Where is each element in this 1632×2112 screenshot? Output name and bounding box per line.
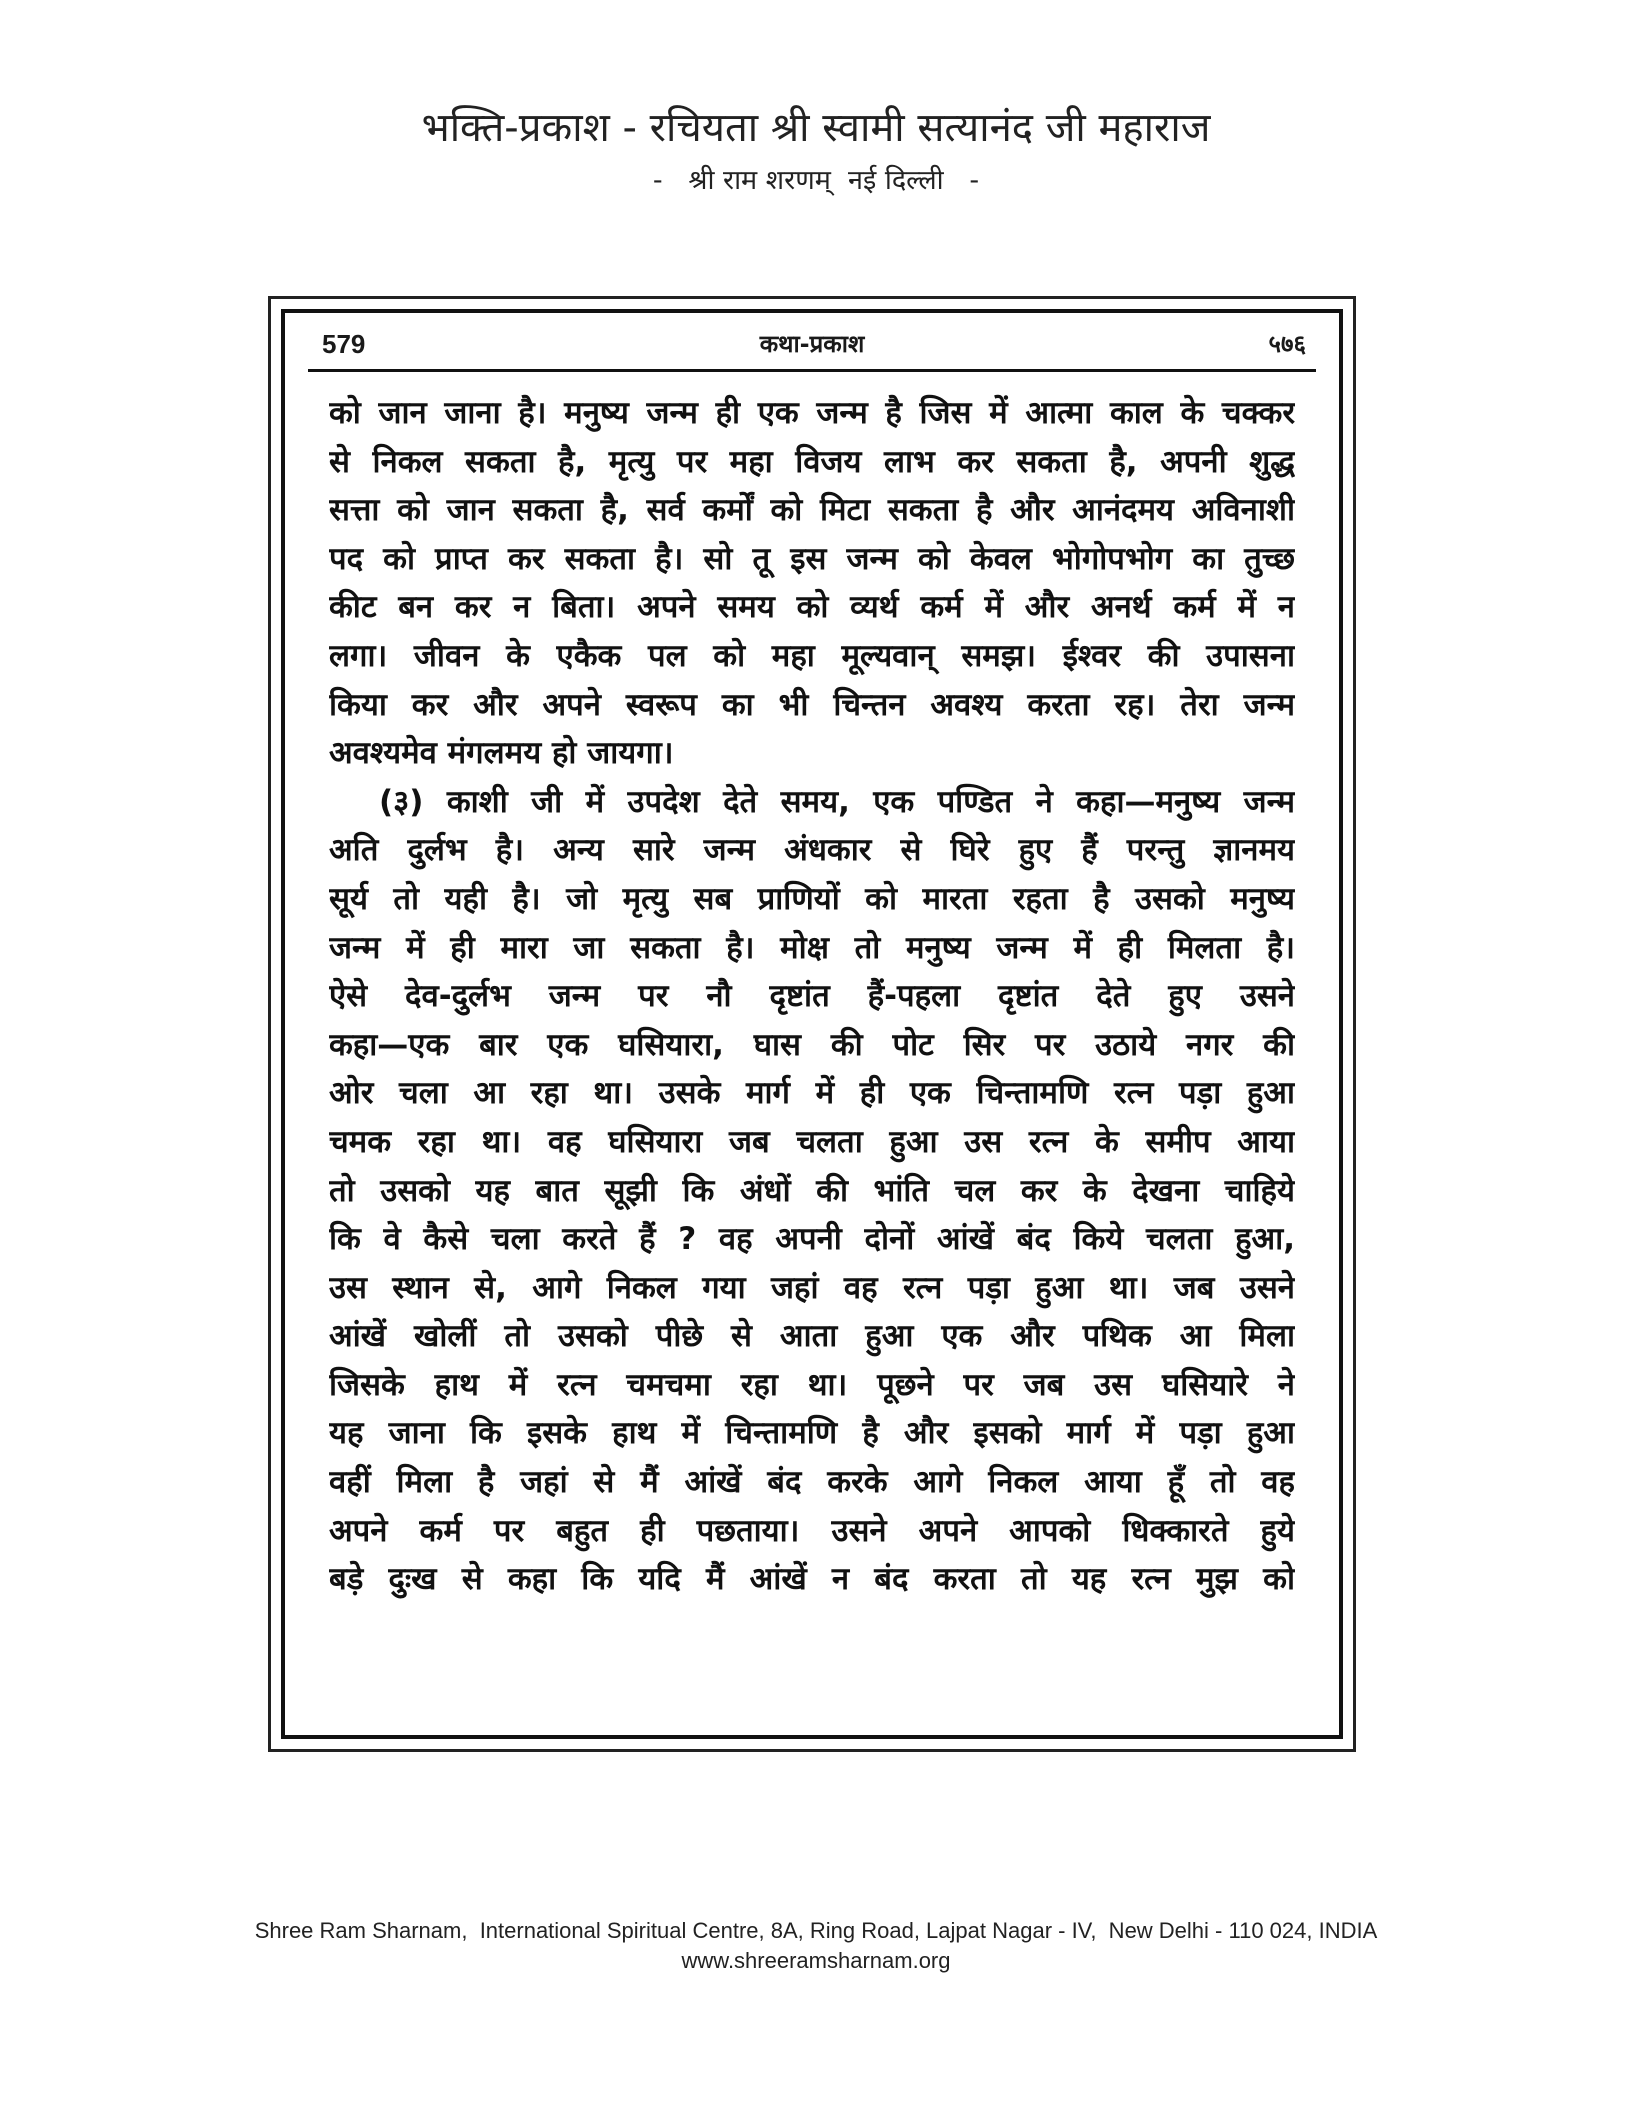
page-frame [268, 296, 1356, 1752]
footer-address: Shree Ram Sharnam, International Spiritual Centre, 8A, Ring Road, Lajpat Nagar - IV, New Delhi - 110 024, INDIA [254, 1918, 1378, 1943]
text-line: अपने कर्म पर बहुत ही पछताया। उसने अपने आपको धिक्कारते हुये [329, 1512, 1295, 1549]
text-line: बड़े दुःख से कहा कि यदि मैं आंखें न बंद करता तो यह रत्न मुझ को [329, 1561, 1295, 1598]
text-line: पद को प्राप्त कर सकता है। सो तू इस जन्म को केवल भोगोपभोग का तुच्छ [329, 540, 1295, 577]
running-title: कथा-प्रकाश [759, 330, 865, 358]
text-line: कि वे कैसे चला करते हैं ? वह अपनी दोनों आंखें बंद किये चलता हुआ, [329, 1221, 1295, 1258]
text-line: (३) काशी जी में उपदेश देते समय, एक पण्डित ने कहा—मनुष्य जन्म [379, 783, 1295, 820]
book-subtitle: - श्री राम शरणम् नई दिल्ली - [652, 165, 980, 196]
running-head [308, 323, 1316, 372]
document-header [0, 98, 1632, 204]
page-frame-inner [281, 309, 1343, 1739]
text-line: को जान जाना है। मनुष्य जन्म ही एक जन्म है जिस में आत्मा काल के चक्कर [329, 395, 1295, 431]
page-number-arabic: 579 [322, 329, 366, 359]
footer-website: www.shreeramsharnam.org [681, 1948, 951, 1973]
text-line: अति दुर्लभ है। अन्य सारे जन्म अंधकार से घिरे हुए हैं परन्तु ज्ञानमय [329, 832, 1295, 869]
book-title: भक्ति-प्रकाश - रचियता श्री स्वामी सत्यानंद जी महाराज [421, 105, 1211, 151]
page-body-text [329, 389, 1295, 1604]
text-line: से निकल सकता है, मृत्यु पर महा विजय लाभ कर सकता है, अपनी शुद्ध [329, 443, 1295, 480]
text-line: अवश्यमेव मंगलमय हो जायगा। [329, 735, 674, 772]
text-line: यह जाना कि इसके हाथ में चिन्तामणि है और इसको मार्ग में पड़ा हुआ [329, 1415, 1295, 1452]
text-line: ऐसे देव-दुर्लभ जन्म पर नौ दृष्टांत हैं-पहला दृष्टांत देते हुए उसने [329, 978, 1295, 1015]
text-line: चमक रहा था। वह घसियारा जब चलता हुआ उस रत्न के समीप आया [329, 1123, 1295, 1160]
text-line: तो उसको यह बात सूझी कि अंधों की भांति चल कर के देखना चाहिये [329, 1172, 1295, 1209]
text-line: कहा—एक बार एक घसियारा, घास की पोट सिर पर उठाये नगर की [329, 1026, 1295, 1063]
text-line: वहीं मिला है जहां से मैं आंखें बंद करके आगे निकल आया हूँ तो वह [329, 1464, 1295, 1501]
text-line: आंखें खोलीं तो उसको पीछे से आता हुआ एक और पथिक आ मिला [329, 1318, 1295, 1355]
text-line: उस स्थान से, आगे निकल गया जहां वह रत्न पड़ा हुआ था। जब उसने [329, 1269, 1295, 1306]
text-line: सूर्य तो यही है। जो मृत्यु सब प्राणियों को मारता रहता है उसको मनुष्य [329, 880, 1295, 917]
page-number-devanagari: ५७६ [1268, 330, 1306, 358]
text-line: ओर चला आ रहा था। उसके मार्ग में ही एक चिन्तामणि रत्न पड़ा हुआ [329, 1075, 1295, 1112]
text-line: किया कर और अपने स्वरूप का भी चिन्तन अवश्य करता रह। तेरा जन्म [329, 686, 1295, 723]
text-line: जिसके हाथ में रत्न चमचमा रहा था। पूछने पर जब उस घसियारे ने [329, 1366, 1295, 1403]
text-line: लगा। जीवन के एकैक पल को महा मूल्यवान् समझ। ईश्वर की उपासना [329, 637, 1295, 674]
text-line: सत्ता को जान सकता है, सर्व कर्मों को मिटा सकता है और आनंदमय अविनाशी [329, 492, 1295, 529]
text-line: जन्म में ही मारा जा सकता है। मोक्ष तो मनुष्य जन्म में ही मिलता है। [329, 929, 1295, 966]
text-line: कीट बन कर न बिता। अपने समय को व्यर्थ कर्म में और अनर्थ कर्म में न [329, 589, 1295, 626]
page-footer [0, 1916, 1632, 1976]
